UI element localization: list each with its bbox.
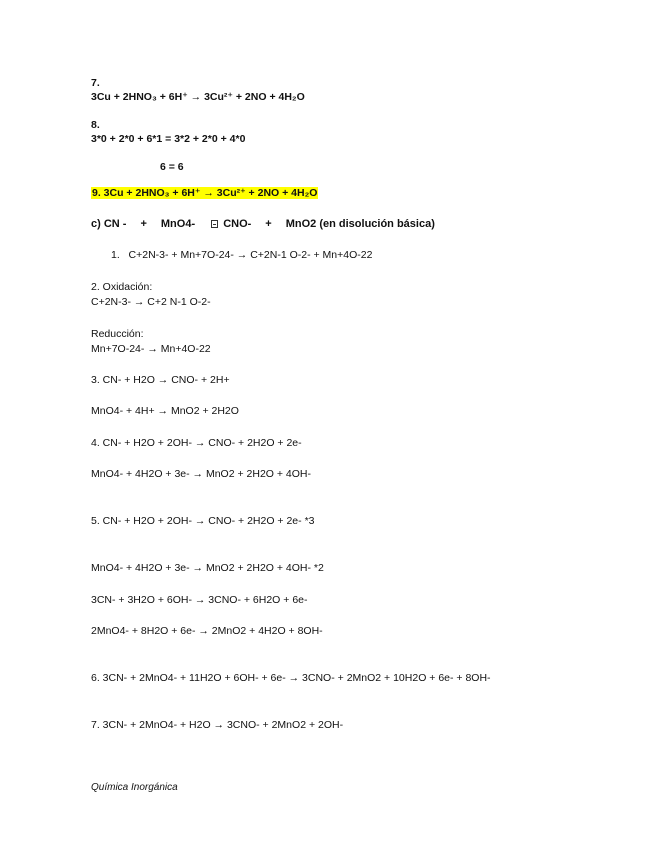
step4-oxidation: 4. CN- + H2O + 2OH- → CNO- + 2H2O + 2e- [91,437,302,449]
reduction-equation: Mn+7O-24- → Mn+4O-22 [91,343,211,355]
step7-equation: 7. 3CN- + 2MnO4- + H2O → 3CNO- + 2MnO2 + 2OH- [91,719,344,731]
step4-reduction: MnO4- + 4H2O + 3e- → MnO2 + 2H2O + 4OH- [91,468,312,480]
step1-equation: C+2N-3- + Mn+7O-24- → C+2N-1 O-2- + Mn+4O-22 [128,249,373,261]
partc-plus-1: + [140,218,147,230]
step1-line [111,249,372,262]
partc-reactant-1: c) CN - [91,218,127,230]
step3-oxidation: 3. CN- + H2O → CNO- + 2H+ [91,374,230,386]
step6-equation: 6. 3CN- + 2MnO4- + 11H2O + 6OH- + 6e- → 3CNO- + 2MnO2 + 10H2O + 6e- + 8OH- [91,672,491,684]
partc-plus-2: + [265,218,272,230]
q8-number: 8. [91,119,100,131]
step5-reduction-multiplied: 2MnO4- + 8H2O + 6e- → 2MnO2 + 4H2O + 8OH- [91,625,323,637]
partc-product-1: CNO- [223,218,252,230]
q8-equation: 3*0 + 2*0 + 6*1 = 3*2 + 2*0 + 4*0 [91,133,246,145]
page-footer: Química Inorgánica [91,782,178,793]
partc-reactant-2: MnO4- [160,218,196,230]
q9-line [91,187,318,200]
step5-oxidation: 5. CN- + H2O + 2OH- → CNO- + 2H2O + 2e- *3 [91,515,315,527]
reduction-title: Reducción: [91,328,144,340]
step5-reduction: MnO4- + 4H2O + 3e- → MnO2 + 2H2O + 4OH- *2 [91,562,324,574]
q9-highlighted-equation: 9. 3Cu + 2HNO₃ + 6H⁺ → 3Cu²⁺ + 2NO + 4H₂O [92,187,318,199]
q7-equation: 3Cu + 2HNO₃ + 6H⁺ → 3Cu²⁺ + 2NO + 4H₂O [91,91,305,103]
partc-product-2: MnO2 (en disolución básica) [285,218,435,230]
q8-result: 6 = 6 [160,161,184,173]
q7-number: 7. [91,77,100,89]
partc-heading [91,218,435,231]
step3-reduction: MnO4- + 4H+ → MnO2 + 2H2O [91,405,239,417]
oxidation-title: 2. Oxidación: [91,281,153,293]
oxidation-equation: C+2N-3- → C+2 N-1 O-2- [91,296,211,308]
step5-oxidation-multiplied: 3CN- + 3H2O + 6OH- → 3CNO- + 6H2O + 6e- [91,594,308,606]
step1-number: 1. [111,249,120,261]
missing-glyph-icon [211,220,218,228]
